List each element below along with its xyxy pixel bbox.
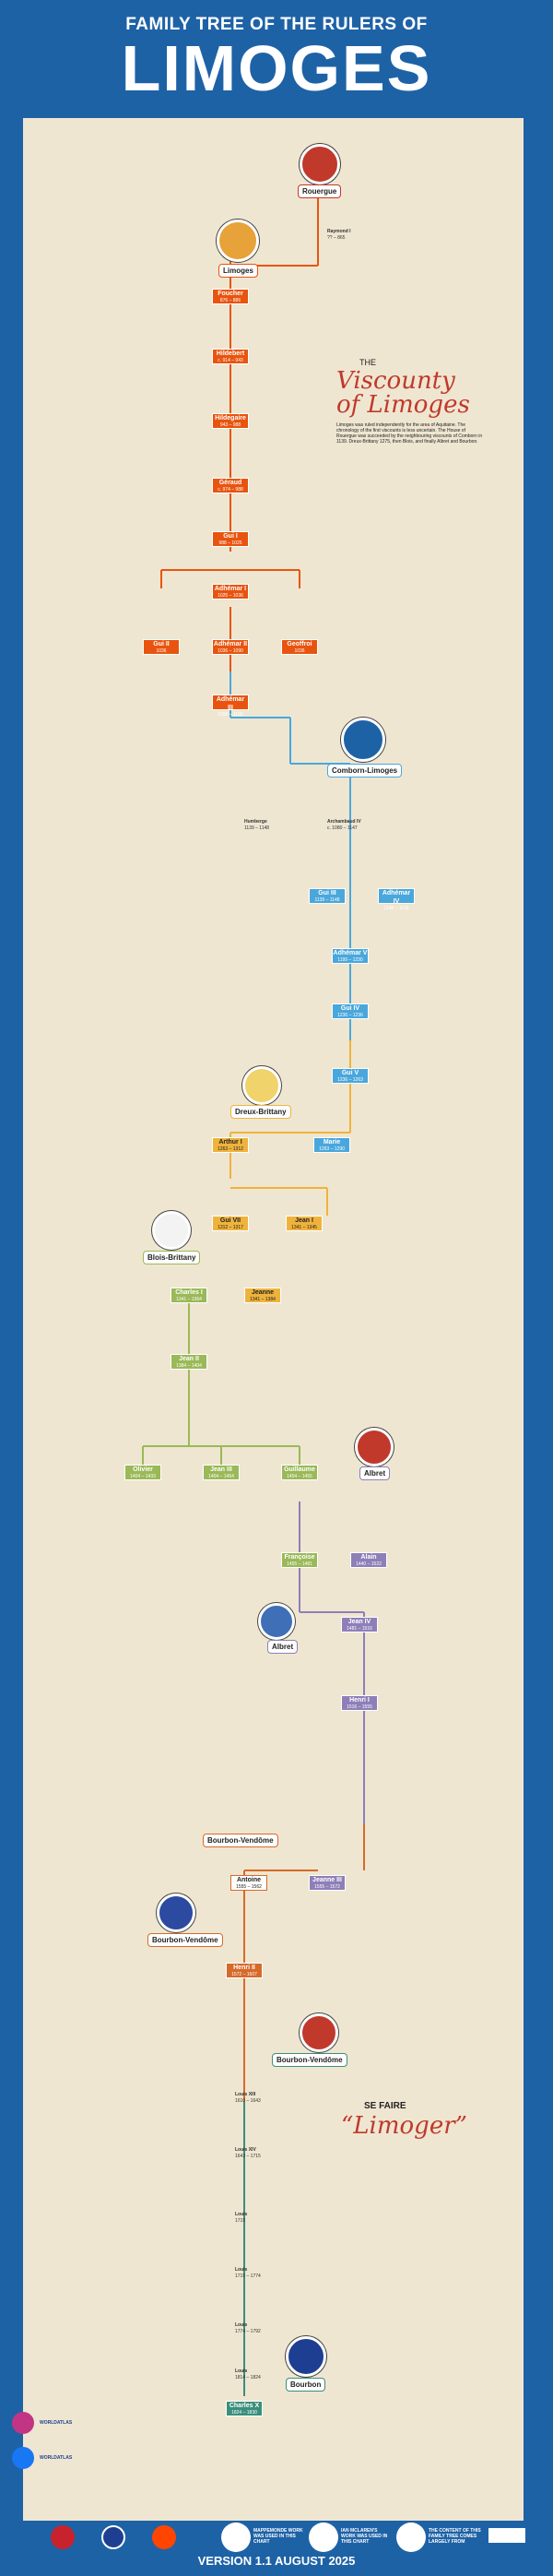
mappemonde-badge-icon: [221, 2523, 251, 2552]
ruler-geoffroi-years: 1036: [294, 648, 305, 654]
header-line1: FAMILY TREE OF THE RULERS OF: [125, 15, 428, 34]
ruler-adhemar3: [212, 694, 249, 718]
comborn-arms: [341, 718, 385, 762]
ruler-francoise-name: Françoise: [284, 1554, 315, 1561]
ruler-charles1: [171, 1288, 207, 1303]
ruler-gui4: [332, 1003, 369, 1019]
ruler-gui5-name: Gui V: [341, 1070, 359, 1076]
footer: [0, 2521, 553, 2576]
ruler-adhemar2-name: Adhémar II: [213, 641, 248, 647]
ruler-louis14-years: 1643 – 1715: [235, 2154, 261, 2159]
ruler-hildebert-name: Hildebert: [216, 350, 245, 357]
ruler-hildebert: [212, 349, 249, 364]
cc-license-icon: [488, 2528, 525, 2543]
ruler-jeanne3-years: 1555 – 1572: [314, 1884, 340, 1890]
ruler-geoffroi-name: Geoffroi: [287, 641, 312, 647]
ruler-louis15: Louis: [235, 2212, 248, 2217]
ruler-gui5: [332, 1068, 369, 1084]
ruler-charles10: [226, 2401, 263, 2416]
ruler-raymond: Raymond I: [327, 229, 351, 234]
ruler-jeanne-name: Jeanne: [251, 1289, 275, 1296]
ruler-gui1: [212, 531, 249, 547]
ruler-charles10-years: 1824 – 1830: [231, 2410, 257, 2416]
bourbon-vendome-arms-2: [300, 2013, 338, 2052]
ruler-geraud: [212, 478, 249, 493]
ruler-henri2-years: 1572 – 1607: [231, 1972, 257, 1977]
ruler-henri2-name: Henri II: [233, 1965, 255, 1971]
ruler-guillaume-years: 1454 – 1455: [287, 1474, 312, 1479]
house-label-bourbon-vendome-3: Bourbon-Vendôme: [272, 2053, 347, 2067]
ruler-louis18: Louis: [235, 2368, 248, 2374]
viscounty-the: THE: [359, 358, 376, 367]
ruler-adhemar1: [212, 584, 249, 599]
se-faire-title: “Limoger”: [341, 2112, 467, 2140]
ruler-adhemar5: [332, 948, 369, 964]
ruler-adhemar5-years: 1199 – 1230: [337, 957, 363, 963]
ruler-alain: [350, 1552, 387, 1568]
credit-3: THE CONTENT OF THIS FAMILY TREE COMES LARGELY FROM: [429, 2528, 481, 2545]
se-faire-pre: SE FAIRE: [364, 2101, 406, 2111]
ruler-gui2-years: 1036: [156, 648, 167, 654]
ruler-jean2: [171, 1354, 207, 1370]
house-label-blois: Blois-Brittany: [143, 1251, 200, 1264]
instagram-icon[interactable]: [12, 2412, 34, 2434]
ruler-marie: [313, 1137, 350, 1153]
ruler-gui3-name: Gui III: [318, 890, 336, 896]
ruler-adhemar1-years: 1025 – 1036: [218, 593, 243, 599]
instagram-handle: WORLDATLAS: [40, 2420, 73, 2426]
blois-arms: [152, 1211, 191, 1250]
house-label-rouergue: Rouergue: [298, 184, 341, 198]
house-label-comborn: Comborn-Limoges: [327, 764, 402, 778]
ruler-marie-years: 1263 – 1290: [319, 1146, 345, 1152]
ruler-geraud-name: Géraud: [218, 480, 242, 486]
house-label-bourbon: Bourbon: [286, 2378, 325, 2392]
ruler-jean2-years: 1384 – 1404: [176, 1363, 202, 1369]
ruler-foucher-name: Foucher: [218, 291, 243, 297]
ruler-jean3b-years: 1404 – 1454: [208, 1474, 234, 1479]
ruler-gui4-years: 1230 – 1236: [337, 1013, 363, 1018]
website-icon[interactable]: [101, 2525, 125, 2549]
ruler-adhemar4-name: Adhémar IV: [382, 890, 411, 905]
ruler-henri2: [226, 1963, 263, 1978]
ruler-gui3-years: 1139 – 1148: [314, 897, 340, 903]
ruler-guillaume-name: Guillaume: [284, 1466, 315, 1473]
ruler-gui4-name: Gui IV: [340, 1005, 360, 1012]
ruler-adhemar3-years: 1090 – 1139: [218, 712, 243, 718]
pinterest-icon[interactable]: [51, 2525, 75, 2549]
ruler-hildebert-years: c. 914 – 943: [218, 358, 243, 363]
ruler-gui1-years: 988 – 1025: [218, 540, 242, 546]
ruler-adhemar3-name: Adhémar III: [216, 696, 245, 711]
viscounty-text: Limoges was ruled independently for the area of Aquitaine. The chronology of the first viscounts is less uncertain. The House of Rouergue was succeeded by the neighbouring viscounts of Comborn in 1139. Dreux-Brittany 1275, then Blois, and finally Albret and Bourbon.: [336, 422, 483, 445]
version: VERSION 1.1 AUGUST 2025: [197, 2554, 356, 2568]
ruler-humberge-years: 1139 – 1148: [244, 825, 270, 831]
ruler-olivier-years: 1404 – 1433: [130, 1474, 156, 1479]
house-label-dreux: Dreux-Brittany: [230, 1105, 291, 1119]
ruler-louis14: Louis XIV: [235, 2147, 256, 2153]
ruler-gui7-name: Gui VII: [219, 1217, 241, 1224]
ruler-arthur1-years: 1263 – 1312: [218, 1146, 243, 1152]
ruler-jean1: [286, 1216, 323, 1231]
ruler-foucher: [212, 289, 249, 304]
ruler-antoine-name: Antoine: [236, 1877, 262, 1883]
ruler-gui5-years: 1236 – 1263: [337, 1077, 363, 1083]
ruler-louis16: Louis: [235, 2267, 248, 2273]
wikipedia-badge-icon: [396, 2523, 426, 2552]
ruler-gui3: [309, 888, 346, 904]
ruler-louis13: Louis XIII: [235, 2092, 256, 2097]
ruler-henri1: [341, 1695, 378, 1711]
ruler-geoffroi: [281, 639, 318, 655]
ruler-adhemar1-name: Adhémar I: [214, 586, 247, 592]
ruler-adhemar4: [378, 888, 415, 911]
limoges-arms: [217, 220, 259, 262]
ruler-gui2-name: Gui II: [153, 641, 170, 647]
ruler-archambaud-years: c. 1080 – 1147: [327, 825, 358, 831]
bourbon-arms: [286, 2336, 326, 2377]
ruler-jean2-name: Jean II: [179, 1356, 199, 1362]
ruler-jean1-years: 1341 – 1345: [291, 1225, 317, 1230]
ruler-gui7: [212, 1216, 249, 1231]
ruler-marie-name: Marie: [323, 1139, 341, 1146]
ruler-jean1-name: Jean I: [295, 1217, 313, 1224]
ruler-francoise: [281, 1552, 318, 1568]
ruler-charles1-years: 1341 – 1364: [176, 1297, 202, 1302]
ruler-gui2: [143, 639, 180, 655]
ruler-olivier-name: Olivier: [133, 1466, 153, 1473]
ruler-geraud-years: c. 974 – 988: [218, 487, 243, 493]
ruler-olivier: [124, 1465, 161, 1480]
ruler-louis17: Louis: [235, 2322, 248, 2328]
ruler-jean4-name: Jean IV: [347, 1619, 371, 1625]
ruler-adhemar2: [212, 639, 249, 655]
ruler-jeanne-years: 1341 – 1384: [250, 1297, 276, 1302]
credit-2: IAN MCLAREN'S WORK WAS USED IN THIS CHART: [341, 2528, 388, 2545]
ruler-louis15-years: 1715: [235, 2218, 246, 2224]
reddit-icon[interactable]: [152, 2525, 176, 2549]
ruler-louis13-years: 1610 – 1643: [235, 2098, 261, 2104]
ruler-charles1-name: Charles I: [175, 1289, 203, 1296]
ruler-hildegaire-years: 943 – 988: [219, 422, 241, 428]
facebook-icon[interactable]: [12, 2447, 34, 2469]
albret-arms-2: [258, 1603, 295, 1640]
tree-lines: [23, 118, 524, 2521]
ruler-arthur1: [212, 1137, 249, 1153]
house-label-albret-1: Albret: [359, 1466, 390, 1480]
ruler-antoine-years: 1555 – 1562: [236, 1884, 262, 1890]
ruler-gui1-name: Gui I: [223, 533, 238, 540]
house-label-bourbon-vendome-1: Bourbon-Vendôme: [203, 1834, 278, 1847]
ruler-hildegaire: [212, 413, 249, 429]
dreux-arms: [242, 1066, 281, 1105]
ruler-henri1-years: 1516 – 1555: [347, 1704, 372, 1710]
ruler-hildegaire-name: Hildegaire: [215, 415, 246, 421]
rouergue-arms: [300, 144, 340, 184]
ruler-henri1-name: Henri I: [349, 1697, 370, 1703]
house-label-albret-2: Albret: [267, 1640, 298, 1654]
ruler-jean3b-name: Jean III: [210, 1466, 232, 1473]
ruler-jean4: [341, 1617, 378, 1632]
poster: [23, 118, 524, 2521]
house-label-limoges: Limoges: [218, 264, 258, 278]
ruler-foucher-years: 876 – 886: [219, 298, 241, 303]
ruler-jeanne: [244, 1288, 281, 1303]
ruler-alain-name: Alain: [360, 1554, 377, 1561]
ruler-humberge: Humberge: [244, 819, 267, 825]
ruler-jean3b: [203, 1465, 240, 1480]
ruler-louis17-years: 1774 – 1792: [235, 2329, 261, 2334]
header: [0, 0, 553, 118]
ruler-jeanne3-name: Jeanne III: [312, 1877, 342, 1883]
facebook-handle: WORLDATLAS: [40, 2455, 73, 2461]
ruler-francoise-years: 1455 – 1481: [287, 1561, 312, 1567]
ruler-alain-years: 1440 – 1522: [356, 1561, 382, 1567]
ruler-louis18-years: 1814 – 1824: [235, 2375, 261, 2380]
viscounty-title: Viscounty of Limoges: [336, 367, 470, 419]
ruler-arthur1-name: Arthur I: [218, 1139, 242, 1146]
ruler-raymond-years: ?? – 865: [327, 235, 346, 241]
bourbon-vendome-arms-1: [157, 1893, 195, 1932]
albret-arms-1: [355, 1428, 394, 1466]
house-label-bourbon-vendome-2: Bourbon-Vendôme: [147, 1933, 223, 1947]
ruler-gui7-years: 1312 – 1317: [218, 1225, 243, 1230]
ruler-charles10-name: Charles X: [229, 2403, 260, 2409]
ruler-jeanne3: [309, 1875, 346, 1891]
ruler-archambaud: Archambaud IV: [327, 819, 361, 825]
ruler-adhemar5-name: Adhémar V: [333, 950, 368, 956]
ruler-louis16-years: 1715 – 1774: [235, 2273, 261, 2279]
ruler-adhemar4-years: 1148 – 1199: [383, 906, 409, 911]
ruler-guillaume: [281, 1465, 318, 1480]
ruler-adhemar2-years: 1036 – 1090: [218, 648, 243, 654]
ruler-jean4-years: 1481 – 1516: [347, 1626, 372, 1632]
credit-1: MAPPEMONDE WORK WAS USED IN THIS CHART: [253, 2528, 303, 2545]
header-title: LIMOGES: [121, 32, 432, 104]
ruler-antoine: [230, 1875, 267, 1891]
mclaren-badge-icon: [309, 2523, 338, 2552]
